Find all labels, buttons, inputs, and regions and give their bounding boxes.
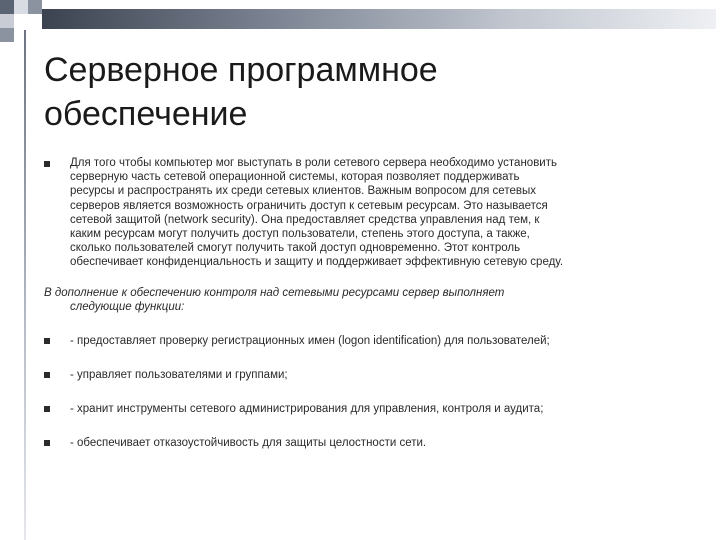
text-line: сколько пользователей смогут получить такой доступ одновременно. Этот контроль — [70, 242, 521, 255]
decor-square — [0, 14, 14, 28]
decor-square — [14, 14, 28, 28]
functions-intro — [44, 286, 664, 314]
main-bullet-text — [70, 156, 680, 270]
title-line: обеспечение — [44, 95, 248, 133]
function-text: - управляет пользователями и группами; — [70, 369, 288, 381]
decor-square — [0, 0, 14, 14]
square-bullet-icon — [44, 161, 50, 167]
left-vertical-rule — [24, 30, 26, 540]
decor-square — [28, 0, 42, 14]
header-gradient-bar — [42, 9, 716, 29]
text-line: обеспечивает конфиденциальность и защиту и поддерживает эффективную сетевую среду. — [70, 256, 564, 269]
square-bullet-icon — [44, 406, 50, 412]
text-line: каким ресурсам могут получить доступ пользователи, степень этого доступа, а также, — [70, 228, 530, 241]
slide-title — [44, 48, 684, 136]
square-bullet-icon — [44, 372, 50, 378]
square-bullet-icon — [44, 338, 50, 344]
square-bullet-icon — [44, 440, 50, 446]
intro-line: следующие функции: — [70, 301, 185, 314]
intro-line: В дополнение к обеспечению контроля над сетевыми ресурсами сервер выполняет — [44, 287, 505, 299]
text-line: серверную часть сетевой операционной системы, которая позволяет поддерживать — [70, 171, 520, 184]
title-line: Серверное программное — [44, 51, 438, 89]
decor-square — [0, 28, 14, 42]
function-text: - предоставляет проверку регистрационных имен (logon identification) для пользователей; — [70, 335, 550, 347]
text-line: ресурсы и распространять их среди сетевых клиентов. Важным вопросом для сетевых — [70, 185, 536, 198]
function-text: - хранит инструменты сетевого администрирования для управления, контроля и аудита; — [70, 403, 544, 415]
text-line: серверов является возможность ограничить доступ к сетевым ресурсам. Это называется — [70, 199, 548, 212]
text-line: сетевой защитой (network security). Она предоставляет средства управления над тем, к — [70, 213, 540, 226]
text-line: Для того чтобы компьютер мог выступать в роли сетевого сервера необходимо установить — [70, 157, 557, 169]
decor-square — [14, 0, 28, 14]
function-text: - обеспечивает отказоустойчивость для защиты целостности сети. — [70, 437, 427, 449]
